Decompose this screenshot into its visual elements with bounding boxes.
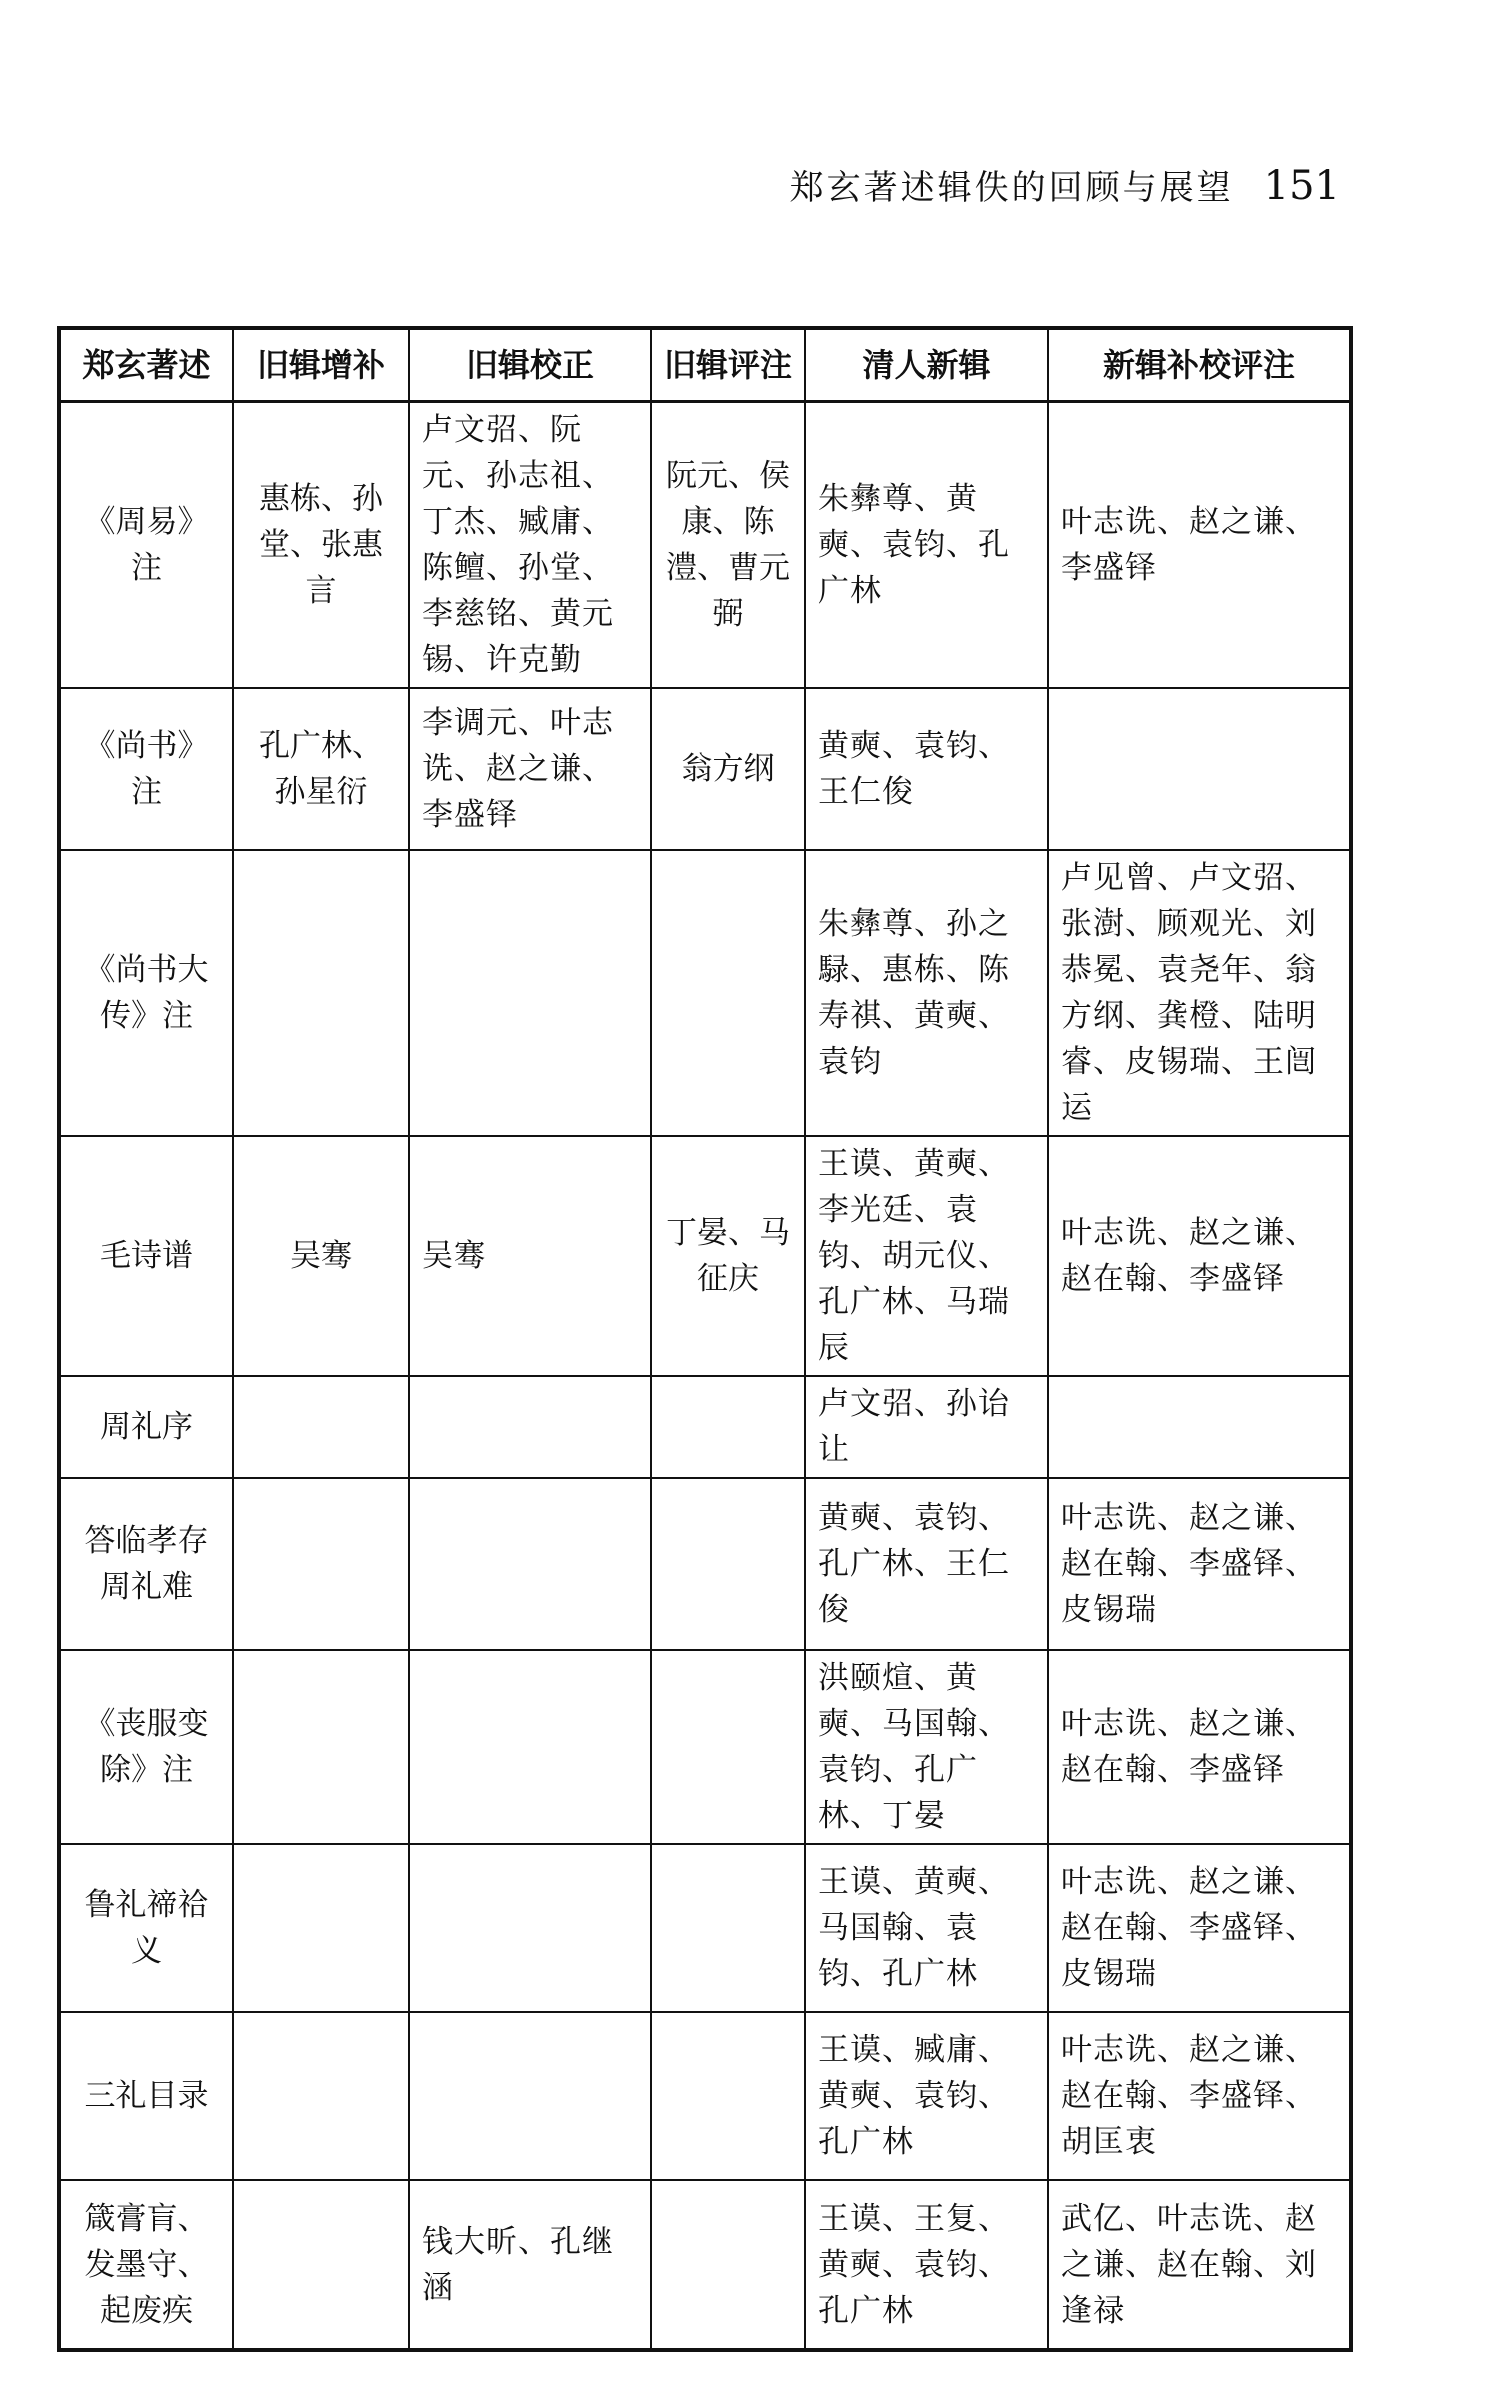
table-row: [59, 1844, 1351, 2012]
table-cell: [651, 1376, 805, 1478]
table-cell: 王谟、王复、黄奭、袁钧、孔广林: [805, 2180, 1048, 2350]
column-header: 旧辑评注: [651, 328, 805, 402]
table-cell: [233, 1650, 409, 1844]
table-cell: 王谟、黄奭、李光廷、袁钧、胡元仪、孔广林、马瑞辰: [805, 1136, 1048, 1376]
table-cell: [1048, 1376, 1351, 1478]
table-cell: 卢文弨、孙诒让: [805, 1376, 1048, 1478]
table-cell: 钱大昕、孔继涵: [409, 2180, 651, 2350]
table-cell: [651, 1844, 805, 2012]
table-row: [59, 1376, 1351, 1478]
table-cell: [409, 1478, 651, 1650]
table-cell: 周礼序: [59, 1376, 233, 1478]
table-cell: 鲁礼禘祫义: [59, 1844, 233, 2012]
table-row: [59, 688, 1351, 850]
table-cell: 黄奭、袁钧、王仁俊: [805, 688, 1048, 850]
table-cell: 朱彝尊、黄奭、袁钧、孔广林: [805, 402, 1048, 689]
table-cell: [409, 1844, 651, 2012]
column-header: 旧辑增补: [233, 328, 409, 402]
table-cell: [233, 850, 409, 1136]
table-row: [59, 1136, 1351, 1376]
table-cell: 毛诗谱: [59, 1136, 233, 1376]
table-cell: 箴膏肓、发墨守、起废疾: [59, 2180, 233, 2350]
table-cell: 翁方纲: [651, 688, 805, 850]
table-cell: 叶志诜、赵之谦、赵在翰、李盛铎、皮锡瑞: [1048, 1844, 1351, 2012]
table-cell: [233, 1844, 409, 2012]
table-cell: [651, 1478, 805, 1650]
table-cell: 答临孝存周礼难: [59, 1478, 233, 1650]
table-cell: [233, 2180, 409, 2350]
table-cell: 王谟、黄奭、马国翰、袁钧、孔广林: [805, 1844, 1048, 2012]
table-cell: [233, 1478, 409, 1650]
table-cell: [409, 2012, 651, 2180]
table-row: [59, 402, 1351, 689]
table-cell: 惠栋、孙堂、张惠言: [233, 402, 409, 689]
table-cell: 叶志诜、赵之谦、赵在翰、李盛铎: [1048, 1650, 1351, 1844]
table-cell: [409, 1376, 651, 1478]
table-cell: 黄奭、袁钧、孔广林、王仁俊: [805, 1478, 1048, 1650]
table-cell: 吴骞: [409, 1136, 651, 1376]
table-cell: [409, 1650, 651, 1844]
table-cell: 《周易》注: [59, 402, 233, 689]
page-number: 151: [1263, 163, 1340, 209]
running-head-title: 郑玄著述辑佚的回顾与展望: [789, 168, 1234, 208]
table-cell: [651, 1650, 805, 1844]
table-cell: 孔广林、孙星衍: [233, 688, 409, 850]
table-cell: 王谟、臧庸、黄奭、袁钧、孔广林: [805, 2012, 1048, 2180]
table-cell: [1048, 688, 1351, 850]
column-header: 清人新辑: [805, 328, 1048, 402]
table-cell: 《尚书大传》注: [59, 850, 233, 1136]
table-cell: 叶志诜、赵之谦、李盛铎: [1048, 402, 1351, 689]
table-cell: 叶志诜、赵之谦、赵在翰、李盛铎、胡匡衷: [1048, 2012, 1351, 2180]
table-cell: 洪颐煊、黄奭、马国翰、袁钧、孔广林、丁晏: [805, 1650, 1048, 1844]
table-cell: [409, 850, 651, 1136]
table-cell: 阮元、侯康、陈澧、曹元弼: [651, 402, 805, 689]
column-header: 郑玄著述: [59, 328, 233, 402]
table-cell: [651, 850, 805, 1136]
column-header: 旧辑校正: [409, 328, 651, 402]
table-cell: 《丧服变除》注: [59, 1650, 233, 1844]
table-cell: [651, 2180, 805, 2350]
table-row: [59, 1478, 1351, 1650]
table-header-row: [59, 328, 1351, 402]
table-cell: [233, 1376, 409, 1478]
zheng-xuan-works-table: [57, 326, 1353, 2352]
table-cell: 卢文弨、阮元、孙志祖、丁杰、臧庸、陈鳣、孙堂、李慈铭、黄元锡、许克勤: [409, 402, 651, 689]
table-row: [59, 2012, 1351, 2180]
table-row: [59, 1650, 1351, 1844]
table-cell: 武亿、叶志诜、赵之谦、赵在翰、刘逢禄: [1048, 2180, 1351, 2350]
table-cell: 李调元、叶志诜、赵之谦、李盛铎: [409, 688, 651, 850]
running-head: [790, 160, 1340, 209]
table-cell: 吴骞: [233, 1136, 409, 1376]
table-cell: [651, 2012, 805, 2180]
table-cell: 三礼目录: [59, 2012, 233, 2180]
table-row: [59, 850, 1351, 1136]
table-cell: 叶志诜、赵之谦、赵在翰、李盛铎、皮锡瑞: [1048, 1478, 1351, 1650]
table-cell: 《尚书》注: [59, 688, 233, 850]
table-cell: 丁晏、马征庆: [651, 1136, 805, 1376]
table-row: [59, 2180, 1351, 2350]
table-cell: 叶志诜、赵之谦、赵在翰、李盛铎: [1048, 1136, 1351, 1376]
column-header: 新辑补校评注: [1048, 328, 1351, 402]
table-cell: 卢见曾、卢文弨、张澍、顾观光、刘恭冕、袁尧年、翁方纲、龚橙、陆明睿、皮锡瑞、王闿运: [1048, 850, 1351, 1136]
table-cell: [233, 2012, 409, 2180]
table-cell: 朱彝尊、孙之騄、惠栋、陈寿祺、黄奭、袁钧: [805, 850, 1048, 1136]
